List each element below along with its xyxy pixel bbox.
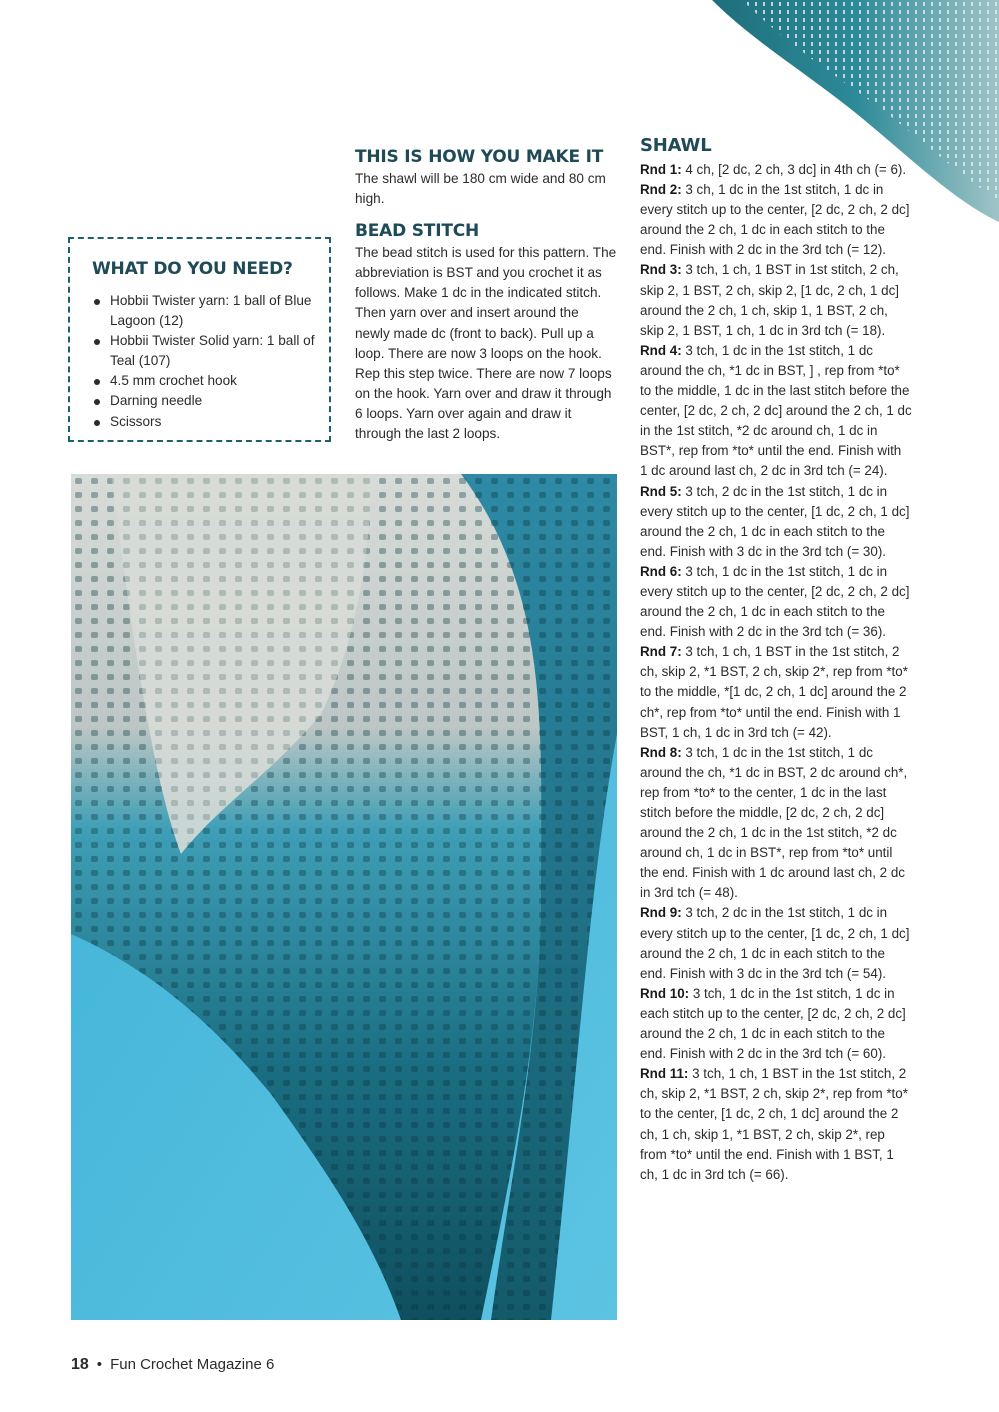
round-text: 4 ch, [2 dc, 2 ch, 3 dc] in 4th ch (= 6). bbox=[685, 162, 907, 177]
round-text: 3 tch, 1 ch, 1 BST in the 1st stitch, 2 ch, skip 2, *1 BST, 2 ch, skip 2*, rep from *to* to the center, [1 dc, 2 ch, 1 dc] around the 2 ch, 1 ch, skip 1, *1 BST, 2 ch, skip 2*, rep from *to* until the end. Finish with 1 BST, 1 ch, 1 dc in 3rd tch (= 66). bbox=[640, 1066, 908, 1182]
round-label: Rnd 11: bbox=[640, 1066, 689, 1082]
materials-box bbox=[68, 237, 331, 442]
instructions-intro-column bbox=[355, 147, 617, 444]
materials-heading: WHAT DO YOU NEED? bbox=[92, 259, 293, 279]
bead-stitch-text: The bead stitch is used for this pattern. The abbreviation is BST and you crochet it as follows. Make 1 dc in the indicated stitch. Then yarn over and insert around the newly made dc (front to back). Pull up a loop. There are now 3 loops on the hook. Rep this step twice. There are now 7 loops on the hook. Yarn over and draw it through 6 loops. Yarn over again and draw it through the last 2 loops. bbox=[355, 245, 617, 442]
rounds-list bbox=[640, 160, 912, 1185]
shawl-size-text: The shawl will be 180 cm wide and 80 cm high. bbox=[355, 171, 606, 207]
materials-item: 4.5 mm crochet hook bbox=[92, 371, 328, 391]
page-number: 18 bbox=[71, 1356, 89, 1373]
round-instruction bbox=[640, 482, 912, 562]
round-text: 3 tch, 1 dc in the 1st stitch, 1 dc around the ch, *1 dc in BST, ] , rep from *to* to the middle, 1 dc in the last stitch before the center, [2 dc, 2 ch, 2 dc] around the 2 ch, 1 dc in the 1st stitch, *2 dc around ch, 1 dc in BST*, rep from *to* until the end. Finish with 1 dc around last ch, 2 dc in 3rd tch (= 24). bbox=[640, 342, 912, 479]
materials-list bbox=[92, 291, 328, 432]
round-instruction bbox=[640, 160, 912, 180]
shawl-photo bbox=[71, 474, 617, 1320]
round-label: Rnd 5: bbox=[640, 483, 682, 499]
bead-stitch-heading: BEAD STITCH bbox=[355, 221, 480, 242]
round-label: Rnd 4: bbox=[640, 342, 682, 358]
shawl-heading: SHAWL bbox=[640, 135, 712, 156]
round-label: Rnd 7: bbox=[640, 644, 682, 660]
round-instruction bbox=[640, 1064, 912, 1185]
round-instruction bbox=[640, 642, 912, 742]
round-instruction bbox=[640, 260, 912, 340]
magazine-title: Fun Crochet Magazine 6 bbox=[110, 1356, 275, 1373]
round-instruction bbox=[640, 562, 912, 642]
round-text: 3 ch, 1 dc in the 1st stitch, 1 dc in every stitch up to the center, [2 dc, 2 ch, 2 dc] around the 2 ch, 1 dc in each stitch to the end. Finish with 2 dc in the 3rd tch (= 12). bbox=[640, 182, 910, 258]
round-text: 3 tch, 2 dc in the 1st stitch, 1 dc in every stitch up to the center, [1 dc, 2 ch, 1 dc] around the 2 ch, 1 dc in each stitch to the end. Finish with 3 dc in the 3rd tch (= 30). bbox=[640, 483, 910, 559]
round-label: Rnd 9: bbox=[640, 905, 682, 921]
round-text: 3 tch, 1 dc in the 1st stitch, 1 dc in each stitch up to the center, [2 dc, 2 ch, 2 dc] around the 2 ch, 1 dc in each stitch to the end. Finish with 2 dc in the 3rd tch (= 60). bbox=[640, 985, 906, 1062]
round-text: 3 tch, 1 dc in the 1st stitch, 1 dc in every stitch up to the center, [2 dc, 2 ch, 2 dc] around the 2 ch, 1 dc in each stitch to the end. Finish with 2 dc in the 3rd tch (= 36). bbox=[640, 563, 910, 640]
round-instruction bbox=[640, 180, 912, 260]
materials-item: Hobbii Twister Solid yarn: 1 ball of Teal (107) bbox=[92, 331, 328, 371]
round-instruction bbox=[640, 903, 912, 983]
round-instruction bbox=[640, 984, 912, 1064]
footer-separator: • bbox=[96, 1356, 103, 1373]
round-label: Rnd 10: bbox=[640, 985, 690, 1001]
round-instruction bbox=[640, 743, 912, 904]
shawl-instructions-column bbox=[640, 135, 912, 1185]
round-label: Rnd 2: bbox=[640, 182, 682, 198]
materials-item: Hobbii Twister yarn: 1 ball of Blue Lagoon (12) bbox=[92, 291, 328, 331]
round-text: 3 tch, 2 dc in the 1st stitch, 1 dc in every stitch up to the center, [1 dc, 2 ch, 1 dc] around the 2 ch, 1 dc in each stitch to the end. Finish with 3 dc in the 3rd tch (= 54). bbox=[640, 905, 910, 981]
round-text: 3 tch, 1 ch, 1 BST in 1st stitch, 2 ch, skip 2, 1 BST, 2 ch, skip 2, [1 dc, 2 ch, 1 dc] around the 2 ch, 1 ch, skip 1, 1 BST, 2 ch, skip 2, 1 BST, 1 ch, 1 dc in 3rd tch (= 18). bbox=[640, 262, 900, 338]
materials-item: Scissors bbox=[92, 412, 328, 432]
round-label: Rnd 3: bbox=[640, 262, 682, 278]
materials-item: Darning needle bbox=[92, 391, 328, 411]
round-label: Rnd 6: bbox=[640, 563, 682, 579]
page-footer bbox=[71, 1356, 274, 1374]
round-text: 3 tch, 1 ch, 1 BST in the 1st stitch, 2 ch, skip 2, *1 BST, 2 ch, skip 2*, rep from *to* to the middle, *[1 dc, 2 ch, 1 dc] around the 2 ch*, rep from *to* until the end. Finish with 1 BST, 1 ch, 1 dc in 3rd tch (= 42). bbox=[640, 644, 908, 740]
round-label: Rnd 1: bbox=[640, 162, 682, 177]
how-to-make-heading: THIS IS HOW YOU MAKE IT bbox=[355, 147, 604, 167]
round-label: Rnd 8: bbox=[640, 744, 682, 760]
round-text: 3 tch, 1 dc in the 1st stitch, 1 dc around the ch, *1 dc in BST, 2 dc around ch*, rep from *to* to the center, 1 dc in the last stitch before the middle, [2 dc, 2 ch, 2 dc] around the 2 ch, 1 dc in the 1st stitch, *2 dc around ch, 1 dc in BST*, rep from *to* until the end. Finish with 1 dc around last ch, 2 dc in 3rd tch (= 48). bbox=[640, 744, 908, 901]
round-instruction bbox=[640, 341, 912, 482]
